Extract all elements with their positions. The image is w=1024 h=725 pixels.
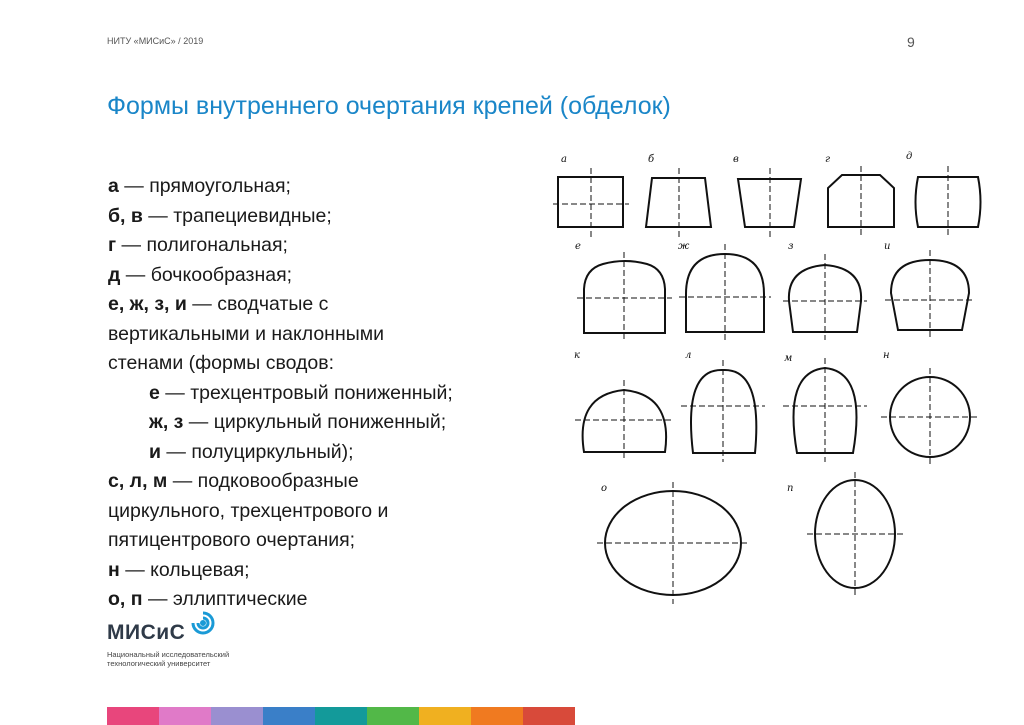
color-bar-segment [107, 707, 159, 725]
slide-title: Формы внутреннего очертания крепей (обделок) [107, 92, 671, 120]
text-line: е, ж, з, и — сводчатые с [108, 293, 329, 315]
label-zh: ж [678, 241, 690, 252]
logo-name: МИСиС [107, 621, 186, 644]
shape-m-horseshoe [783, 358, 867, 462]
shape-l-horseshoe [681, 360, 765, 462]
label-a: a [561, 154, 567, 165]
label-d: д [906, 151, 913, 162]
color-bar-segment [263, 707, 315, 725]
text-line: д — бочкообразная; [108, 263, 293, 286]
text-line: стенами (формы сводов: [108, 352, 335, 374]
color-bar-segment [159, 707, 211, 725]
text-line: с, л, м — подковообразные [108, 470, 359, 492]
label-g: г [825, 154, 831, 165]
shape-a-rectangle [553, 168, 629, 238]
label-b: б [648, 154, 655, 165]
text-line: о, п — эллиптические [108, 588, 308, 610]
label-n: н [883, 350, 890, 361]
color-bar-segment [211, 707, 263, 725]
label-o: о [601, 483, 608, 494]
label-l: л [685, 350, 692, 361]
shape-d-barrel [916, 166, 981, 238]
shape-z-vault [783, 254, 867, 340]
logo-swirl-icon [189, 609, 217, 637]
shape-p-ellipse [807, 472, 903, 598]
shape-v-trapezoid [738, 168, 801, 238]
label-m: м [784, 353, 793, 364]
body-text [108, 172, 548, 615]
shape-b-trapezoid [646, 168, 711, 238]
lining-shapes-figure [545, 150, 985, 605]
color-bar-segment [367, 707, 419, 725]
text-line: б, в — трапециевидные; [108, 204, 332, 227]
text-line: вертикальными и наклонными [108, 322, 385, 345]
shape-g-polygon [828, 166, 894, 238]
label-i: и [884, 241, 891, 252]
text-line: а — прямоугольная; [108, 175, 291, 197]
color-bar-segment [419, 707, 471, 725]
shape-zh-vault [679, 244, 771, 340]
color-bar-segment [523, 707, 575, 725]
label-k: к [574, 350, 580, 361]
shape-n-circle [881, 368, 979, 466]
header-org: НИТУ «МИСиС» / 2019 [107, 36, 204, 46]
text-line: и — полуциркульный); [149, 440, 354, 463]
label-p: п [787, 483, 794, 494]
logo-subtitle: Национальный исследовательский технологический университет [107, 650, 230, 668]
color-bar [107, 707, 575, 725]
text-line: г — полигональная; [108, 234, 288, 256]
text-line: пятицентрового очертания; [108, 529, 356, 551]
color-bar-segment [315, 707, 367, 725]
shape-o-ellipse [597, 482, 750, 604]
color-bar-segment [471, 707, 523, 725]
page-number: 9 [907, 34, 915, 50]
shape-i-vault [885, 250, 975, 340]
label-e: е [575, 241, 581, 252]
label-v: в [733, 154, 739, 165]
label-z: з [788, 241, 794, 252]
text-line: циркульного, трехцентрового и [108, 499, 389, 522]
shape-e-vault [577, 252, 672, 340]
text-line: е — трехцентровый пониженный; [149, 381, 453, 404]
shape-k-horseshoe [575, 380, 673, 460]
text-line: н — кольцевая; [108, 558, 250, 581]
text-line: ж, з — циркульный пониженный; [149, 411, 447, 433]
